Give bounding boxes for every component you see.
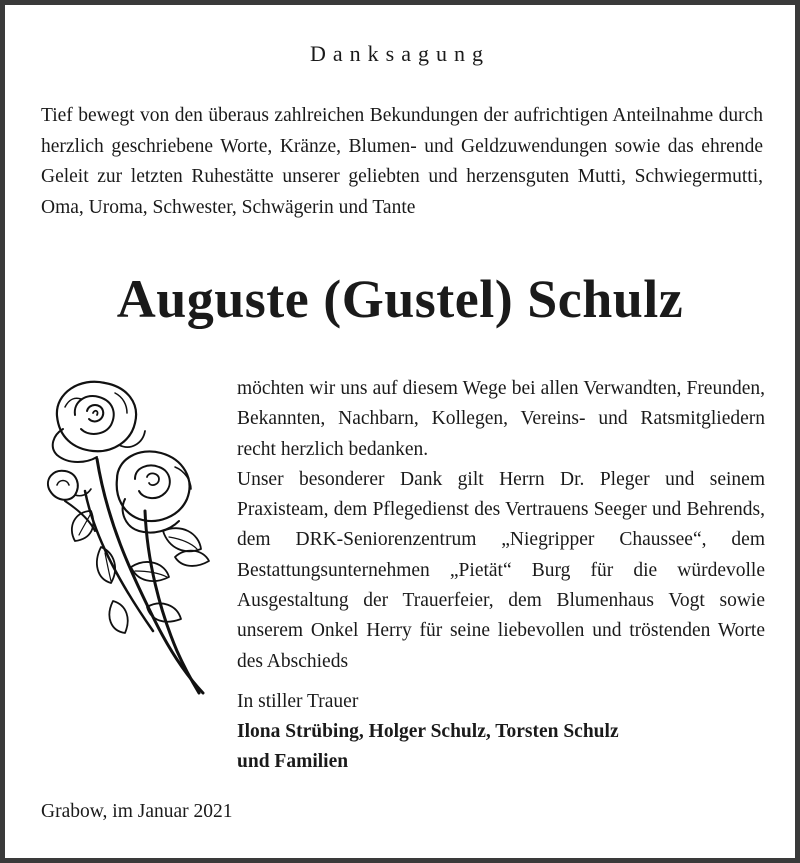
closing-block	[237, 687, 765, 777]
upper-rose-icon	[53, 382, 145, 462]
deceased-name: Auguste (Gustel) Schulz	[116, 269, 684, 329]
closing-line: In stiller Trauer	[237, 691, 359, 712]
notice-heading: Danksagung	[310, 41, 490, 66]
place-date: Grabow, im Januar 2021	[41, 801, 233, 822]
mourners-line-2: und Familien	[237, 751, 349, 772]
roses-illustration	[35, 371, 225, 701]
mourners-line-1: Ilona Strübing, Holger Schulz, Torsten Schulz	[237, 721, 619, 742]
thanks-paragraph-1: möchten wir uns auf diesem Wege bei allen Verwandten, Freunden, Bekannten, Nachbarn, Kollegen, Vereins- und Ratsmitgliedern recht herzlich bedanken.	[237, 378, 765, 460]
thanks-paragraph-2: Unser besonderer Dank gilt Herrn Dr. Pleger und seinem Praxisteam, dem Pflegedienst des Vertrauens Seeger und Behrends, dem DRK-Seniorenzentrum „Niegripper Chaussee“, dem Bestattungsunternehmen „Pietät“ Burg für die würdevolle Ausgestaltung der Trauerfeier, dem Blumenhaus Vogt sowie unserem Onkel Herry für seine liebevollen und tröstenden Worte des Abschieds	[237, 468, 765, 672]
intro-paragraph: Tief bewegt von den überaus zahlreichen Bekundungen der aufrichtigen Anteilnahme durch herzlich geschriebene Worte, Kränze, Blumen- und Geldzuwendungen sowie das ehrende Geleit zur letzten Ruhestätte unserer geliebten und herzensguten Mutti, Schwiegermutti, Oma, Uroma, Schwester, Schwägerin und Tante	[41, 105, 763, 218]
lower-rose-icon	[117, 451, 191, 532]
rosebud-icon	[48, 471, 91, 500]
thanks-text	[237, 374, 765, 677]
